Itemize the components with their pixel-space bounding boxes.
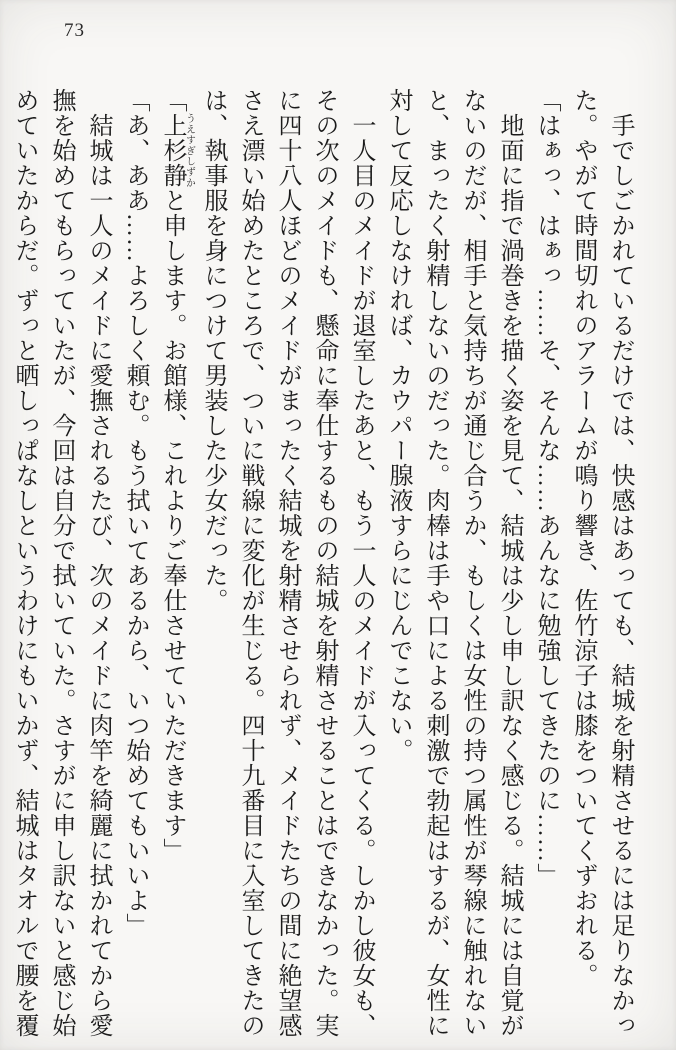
text-line: た。やがて時間切れのアラームが鳴り響き、佐竹涼子は膝をついてくずおれる。 [570, 88, 596, 988]
text-line: ないのだが、相手と気持ちが通じ合うか、もしくは女性の持つ属性が琴線に触れない [459, 88, 485, 1038]
text-line: は、執事服を身につけて男装した少女だった。 [200, 88, 226, 613]
text-line: 手でしごかれているだけでは、快感はあっても、結城を射精させるには足りなかっ [607, 113, 633, 1038]
text-line: と、まったく射精しないのだった。肉棒は手や口による刺激で勃起はするが、女性に [422, 88, 448, 1038]
text-line: 対して反応しなければ、カウパー腺液すらにじんでこない。 [385, 88, 411, 763]
furigana: うえすぎしずか [183, 113, 195, 188]
text-line: 「あ、ああ……よろしく頼む。もう拭いてあるから、いつ始めてもいいよ」 [122, 88, 148, 938]
text-line: その次のメイドも、懸命に奉仕するものの結城を射精させることはできなかった。実 [311, 88, 337, 1038]
text-line: 一人目のメイドが退室したあと、もう一人のメイドが入ってくる。しかし彼女も、 [348, 113, 374, 1038]
text-line: 「はぁっ、はぁっ……そ、そんな……あんなに勉強してきたのに……」 [533, 88, 559, 888]
vertical-text-block [5, 88, 638, 1040]
ruby-character-name: 上杉静うえすぎしずか [159, 113, 195, 188]
text-line: 結城は一人のメイドに愛撫されるたび、次のメイドに肉竿を綺麗に拭かれてから愛 [85, 113, 111, 1038]
text-line: に四十八人ほどのメイドがまったく結城を射精させられず、メイドたちの間に絶望感 [274, 88, 300, 1038]
text-line: めていたからだ。ずっと晒しっぱなしというわけにもいかず、結城はタオルで腰を覆 [11, 88, 37, 1038]
text-line: 「上杉静うえすぎしずかと申します。お館様、これよりご奉仕させていただきます」 [159, 88, 195, 863]
text-line: 地面に指で渦巻きを描く姿を見て、結城は少し申し訳なく感じる。結城には自覚が [496, 113, 522, 1038]
text-line: 撫を始めてもらっていたが、今回は自分で拭いていた。さすがに申し訳ないと感じ始 [48, 88, 74, 1038]
page-number: 73 [64, 20, 85, 41]
text-line: さえ漂い始めたところで、ついに戦線に変化が生じる。四十九番目に入室してきたの [237, 88, 263, 1038]
